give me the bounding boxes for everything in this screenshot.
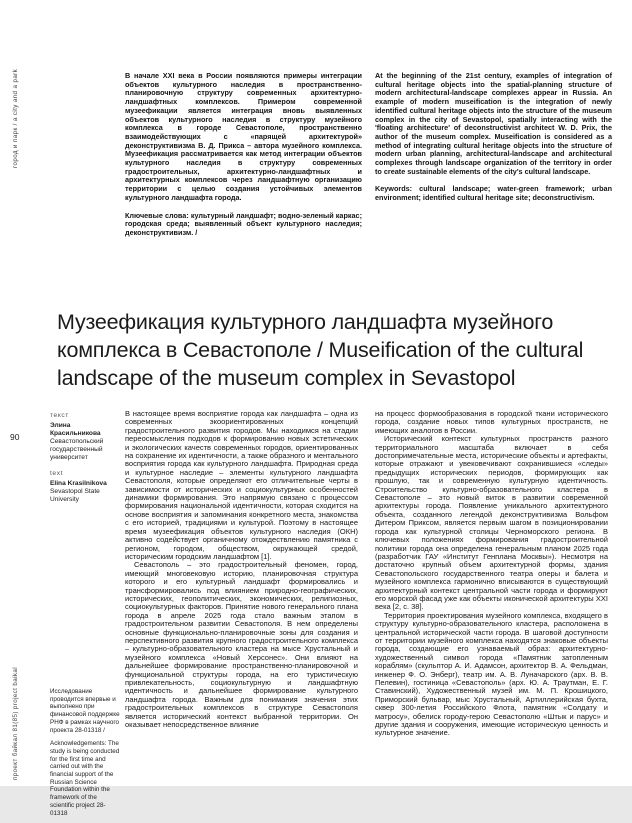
abstract-ru-text: В начале XXI века в России появляются примеры интеграции объектов культурного наследия в пространственно-планировочную структуру современных архитектурно-ландшафтных комплексов. Примером современной музеефикации является интеграция вновь выявленных объектов культурного наследия в структуру музейного комплекса в городе Севастополе, пространственно взаимодействующих с «парящей архитектурой» деконструктивизма В. Д. Прикса – автора музейного комплекса. Музеефикация рассматривается как метод интеграции объектов культурного наследия в структуру современных градостроительных, архитектурно-ландшафтных и архитектурных комплексов через ландшафтную организацию территории с целью создания устойчивых элементов культурного ландшафта города.: [125, 71, 362, 202]
article-title: Музеефикация культурного ландшафта музейного комплекса в Севастополе / Museification of the cultural landscape of the museum complex in Sevastopol: [57, 310, 584, 390]
abstract-en-text: At the beginning of the 21st century, examples of integration of cultural heritage objects into the spatial-planning structure of modern architectural-landscape complexes appear in Russia. An example of modern museification is the integration of newly identified cultural heritage objects into the structure of the museum complex in the city of Sevastopol, spatially interacting with the 'floating architecture' of deconstructivist architect W. D. Prix, the author of the museum complex. Museification is considered as a method of integrating cultural heritage objects into the structure of modern urban planning, architectural-landscape and architectural complexes through landscape organization of the territory in order to create sustainable elements of the city's cultural landscape.: [375, 71, 612, 176]
body-column-1: [125, 410, 358, 729]
body-paragraph: Севастополь – это градостроительный феномен, город, имеющий многовековую историю, планировочная структура которого и его культурный ландшафт формировались и трансформировались под влиянием природно-географических, исторических, геополитических, экономических, религиозных, социокультурных факторов. Принятие нового генерального плана города в апреле 2025 года стало важным этапом в градостроительном развитии Севастополя. В нем определены основные функционально-планировочные зоны для создания и перспективного развития крупного градостроительного комплекса – культурно-образовательного кластера на мысе Хрустальный и музейного комплекса «Новый Херсонес». Они влияют на дальнейшее формирование пространственно-планировочной и функциональной структуры города, на его туристическую привлекательность, социокультурную и ландшафтную идентичность и дальнейшее формирование культурного ландшафта города. Важным для понимания значения этих градостроительных комплексов в структуре Севастополя является исторический контекст выбранной территории. Он оказывает непосредственное влияние: [125, 560, 358, 730]
journal-label-vertical: проект байкал 81(85) project baikal: [12, 667, 19, 780]
author-affiliation-ru: Севастопольский государственный университет: [50, 438, 104, 461]
author-label-en: text: [50, 470, 64, 477]
body-paragraph: на процесс формообразования в городской ткани исторического города, создание новых типов культурных пространств, не имеющих аналогов в России.: [375, 409, 608, 435]
acknowledgements-block: [50, 688, 120, 823]
body-paragraph: Территория проектирования музейного комплекса, входящего в структуру культурно-образовательного кластера, расположена в центральной исторической части города. В шаговой доступности от территории музейного комплекса находятся знаковые объекты города, создающие его узнаваемый образ: архитектурно-художественный символ города «Памятник затопленным кораблям» (скульптор А. И. Адамсон, архитектор В. А. Фельдман, инженер Ф. О. Энберг), театр им. А. В. Луначарского (арх. В. В. Пелевин), гостиница «Севастополь» (арх. Ю. А. Траутман, Е. Г. Ставинский), Художественный музей им. М. П. Крошицкого, Приморский бульвар, мыс Хрустальный, Артиллерийская бухта, сквер 300-летия Российского Флота, памятник «Солдату и матросу», обелиск городу-герою Севастополю «Штык и парус» и другие здания и сооружения, имеющие историческую ценность и культурное значение.: [375, 610, 608, 738]
acknowledgements-ru: Исследование проводится впервые и выполнено при финансовой поддержке РНФ в рамках научного проекта 28-01318 /: [50, 688, 120, 734]
abstract-english: [375, 72, 612, 203]
author-block: [50, 412, 120, 505]
page-number: 90: [10, 432, 20, 442]
body-paragraph: В настоящее время восприятие города как ландшафта – одна из современных экоориентированных концепций градостроительного развития городов. Мы находимся на стадии переосмысления подходов к формированию новых эстетических и экологических качеств современных городов, ориентированных на сохранение их идентичности, а также образного и ментального восприятия города как культурного ландшафта. Природная среда и культурное наследие – элементы культурного ландшафта Севастополя, которые определяют его отличительные черты в зависимости от исторических и социокультурных особенностей динамики формирования. Это напрямую связано с процессом формирования национальной идентичности, которая сходится на основе восприятия и запоминания конкретного места, знакомства с его историей, традициями и культурой. Поэтому в настоящее время музеефикация объектов культурного наследия (ОКН) активно содействует органичному отождествлению памятника с регионом, городом, обществом, окружающей средой, историческим городским ландшафтом [1].: [125, 409, 358, 561]
author-name-en: Elina Krasilnikova: [50, 480, 107, 487]
keywords-russian: Ключевые слова: культурный ландшафт; водно-зеленый каркас; городская среда; выявленный объект культурного наследия; деконструктивизм. /: [125, 210, 362, 237]
keywords-english: Keywords: cultural landscape; water-green framework; urban environment; identified cultural heritage site; deconstructivism.: [375, 184, 612, 203]
body-column-2: [375, 410, 608, 738]
abstract-russian: [125, 72, 362, 238]
acknowledgements-en: Acknowledgements: The study is being conducted for the first time and carried out with the financial support of the Russian Science Foundation within the framework of the scientific project 28-01318: [50, 740, 120, 817]
author-label-ru: текст: [50, 412, 69, 419]
section-label-vertical: город и парк / a city and a park: [12, 68, 19, 168]
body-paragraph: Исторический контекст культурных пространств разного территориального масштаба включает в себя достопримечательные места, исторические объекты и артефакты, которые отражают и увековечивают сохранившиеся «следы» предыдущих исторических периодов, формирующих как прошлую, так и современную культурную идентичность. Строительство культурно-образовательного кластера в Севастополе – это новый виток в развитии современной архитектуры города. Появление уникального архитектурного объекта, созданного легендой деконструктивизма Вольфом Дитером Приксом, является первым шагом в позиционировании города как культурной столицы Черноморского региона. В ключевых положениях формирования градостроительной политики города она определена генеральным планом 2025 года (разработчик ГАУ «Институт Генплана Москвы»). Несмотря на достаточно крупный объем архитектурной формы, здания Севастопольского государственного театра оперы и балета и музейного комплекса гармонично вписываются в существующий архитектурный контекст центральной части города и формируют его морской фасад уже как объекты иконической архитектуры XXI века [2, с. 38].: [375, 434, 608, 612]
author-name-ru: Элина Красильникова: [50, 422, 101, 437]
author-affiliation-en: Sevastopol State University: [50, 488, 100, 503]
